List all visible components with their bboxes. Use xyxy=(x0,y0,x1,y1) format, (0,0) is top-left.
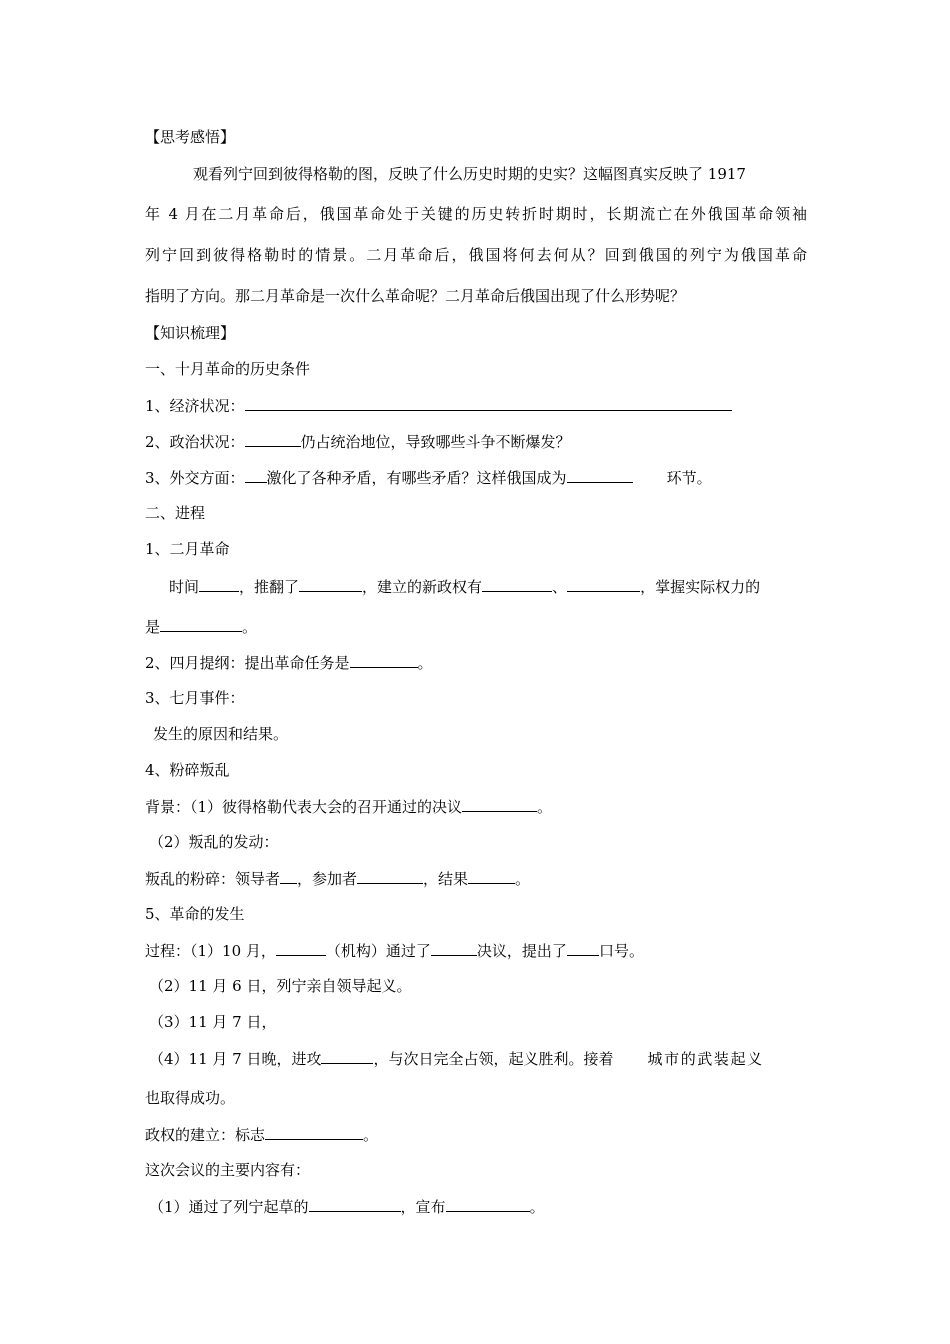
april-theses-item xyxy=(145,652,433,673)
politics-blank[interactable] xyxy=(245,431,301,447)
revolution-process-4 xyxy=(149,1048,764,1069)
meeting-period: 。 xyxy=(529,1198,545,1216)
rebellion-result-blank[interactable] xyxy=(468,868,515,884)
rebellion-leader-blank[interactable] xyxy=(280,868,297,884)
meeting-declare-blank[interactable] xyxy=(446,1196,530,1212)
process-4-text: ，与次日完全占领，起义胜利。接着 xyxy=(373,1050,614,1068)
economy-item xyxy=(145,395,732,416)
diplomacy-text: 激化了各种矛盾，有哪些矛盾？这样俄国成为 xyxy=(266,469,567,487)
regime-period: 。 xyxy=(363,1126,379,1144)
think-paragraph-line-4: 指明了方向。那二月革命是一次什么革命呢？二月革命后俄国出现了什么形势呢？ xyxy=(145,287,686,305)
process-slogan-blank[interactable] xyxy=(567,940,599,956)
rebellion-background xyxy=(145,796,552,817)
april-theses-blank[interactable] xyxy=(350,652,418,668)
revolution-process-2: （2）11 月 6 日，列宁亲自领导起义。 xyxy=(149,977,412,995)
rebellion-result-label: ，结果 xyxy=(423,870,469,888)
rebellion-crush xyxy=(145,868,530,889)
feb-new-regime-label: ，建立的新政权有 xyxy=(362,578,483,596)
process-slogan-label: 决议，提出了 xyxy=(476,942,567,960)
regime-blank[interactable] xyxy=(265,1124,363,1140)
section-heading-knowledge: 【知识梳理】 xyxy=(145,324,236,342)
revolution-title: 5、革命的发生 xyxy=(145,905,245,923)
diplomacy-blank-2[interactable] xyxy=(567,467,633,483)
politics-item xyxy=(145,431,571,452)
part2-heading: 二、进程 xyxy=(145,504,206,522)
process-organ-blank[interactable] xyxy=(276,940,326,956)
economy-blank[interactable] xyxy=(245,395,732,411)
rebellion-period: 。 xyxy=(515,870,531,888)
think-paragraph-line-3: 列宁回到彼得格勒时的情景。二月革命后，俄国将何去何从？回到俄国的列宁为俄国革命 xyxy=(145,246,807,264)
politics-label: 2、政治状况： xyxy=(145,433,245,451)
politics-text: 仍占统治地位，导致哪些斗争不断爆发？ xyxy=(300,433,571,451)
think-paragraph-line-2: 年 4 月在二月革命后，俄国革命处于关键的历史转折时期时，长期流亡在外俄国革命领袖 xyxy=(145,205,807,223)
meeting-contents-label: 这次会议的主要内容有： xyxy=(145,1161,311,1179)
process-resolution-blank[interactable] xyxy=(431,940,477,956)
rebellion-bg-label: 背景：（1）彼得格勒代表大会的召开通过的决议 xyxy=(145,798,463,816)
process-4-label: （4）11 月 7 日晚，进攻 xyxy=(149,1050,322,1068)
think-paragraph-line-1: 观看列宁回到彼得格勒的图，反映了什么历史时期的史实？这幅图真实反映了 1917 xyxy=(193,165,746,183)
meeting-draft-blank[interactable] xyxy=(309,1196,401,1212)
feb-revolution-title: 1、二月革命 xyxy=(145,540,230,558)
feb-separator: 、 xyxy=(552,578,568,596)
revolution-process-4-cont: 也取得成功。 xyxy=(145,1089,236,1107)
regime-label: 政权的建立：标志 xyxy=(145,1126,266,1144)
feb-revolution-line-1 xyxy=(169,576,760,597)
feb-power-blank[interactable] xyxy=(160,616,242,632)
diplomacy-label: 3、外交方面： xyxy=(145,469,245,487)
meeting-declare-label: ，宣布 xyxy=(400,1198,446,1216)
process-organ-label: （机构）通过了 xyxy=(325,942,431,960)
rebellion-bg-period: 。 xyxy=(537,798,553,816)
rebellion-leader-label: 叛乱的粉碎：领导者 xyxy=(145,870,281,888)
rebellion-launch: （2）叛乱的发动： xyxy=(149,833,279,851)
process-attack-blank[interactable] xyxy=(321,1048,373,1064)
revolution-process-1 xyxy=(145,940,644,961)
process-1-label: 过程：（1）10 月， xyxy=(145,942,276,960)
diplomacy-item xyxy=(145,467,712,488)
rebellion-participant-label: ，参加者 xyxy=(297,870,358,888)
feb-overthrew-blank[interactable] xyxy=(299,576,362,592)
feb-regime-blank-2[interactable] xyxy=(567,576,640,592)
feb-revolution-line-2 xyxy=(145,616,257,637)
section-heading-think: 【思考感悟】 xyxy=(145,128,236,146)
revolution-process-3: （3）11 月 7 日， xyxy=(149,1013,277,1031)
rebellion-bg-blank[interactable] xyxy=(462,796,537,812)
feb-overthrew-label: ，推翻了 xyxy=(239,578,300,596)
feb-is-label: 是 xyxy=(145,618,161,636)
process-slogan-end: 口号。 xyxy=(598,942,644,960)
feb-time-label: 时间 xyxy=(169,578,200,596)
part1-heading: 一、十月革命的历史条件 xyxy=(145,360,311,378)
process-4-city-text: 城市的武装起义 xyxy=(647,1050,764,1068)
feb-period: 。 xyxy=(242,618,258,636)
july-events-sub: 发生的原因和结果。 xyxy=(153,725,289,743)
meeting-item-1 xyxy=(149,1196,545,1217)
regime-established xyxy=(145,1124,378,1145)
feb-time-blank[interactable] xyxy=(199,576,239,592)
diplomacy-blank-1[interactable] xyxy=(245,467,267,483)
july-events-title: 3、七月事件： xyxy=(145,689,245,707)
april-period: 。 xyxy=(417,654,433,672)
economy-label: 1、经济状况： xyxy=(145,397,245,415)
meeting-item-1-label: （1）通过了列宁起草的 xyxy=(149,1198,309,1216)
feb-power-label: ，掌握实际权力的 xyxy=(640,578,761,596)
diplomacy-end: 环节。 xyxy=(666,469,712,487)
feb-regime-blank-1[interactable] xyxy=(482,576,552,592)
rebellion-title: 4、粉碎叛乱 xyxy=(145,761,230,779)
april-theses-label: 2、四月提纲：提出革命任务是 xyxy=(145,654,350,672)
rebellion-participant-blank[interactable] xyxy=(357,868,423,884)
